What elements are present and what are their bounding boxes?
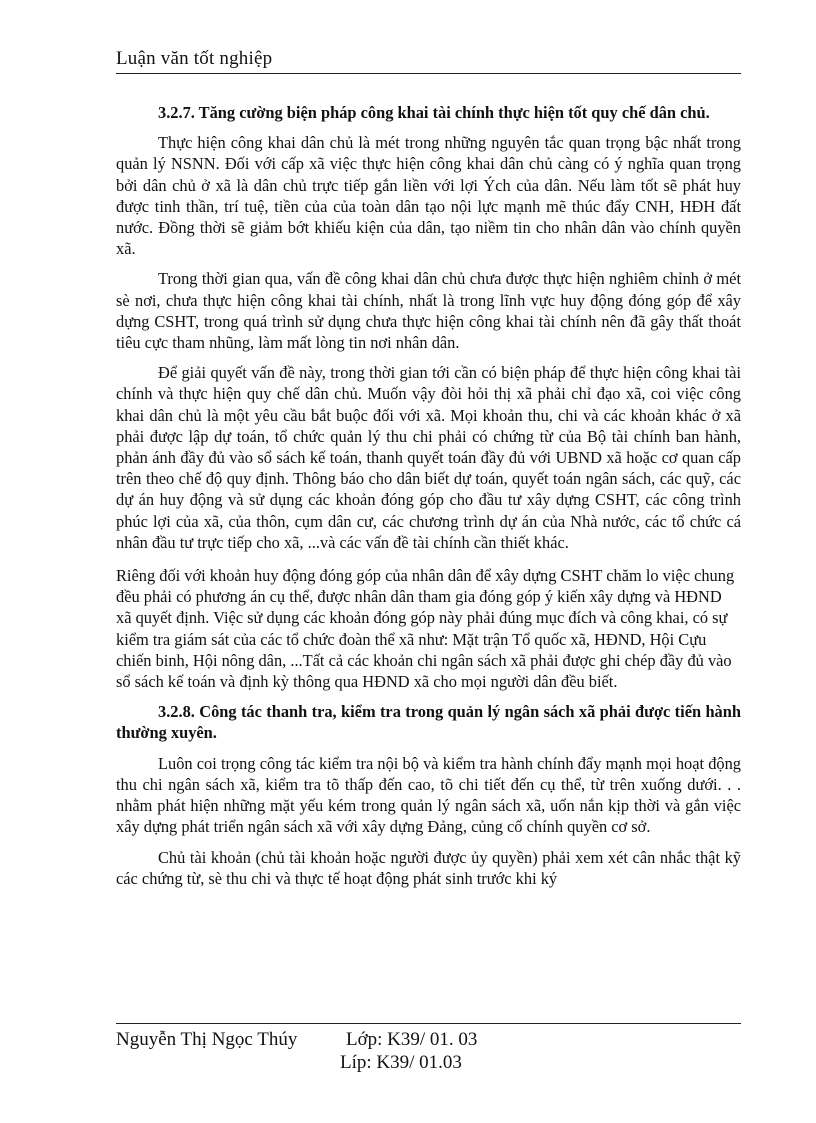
paragraph: Trong thời gian qua, vấn đề công khai dân chủ chưa được thực hiện nghiêm chỉnh ở mét sè nơi, chưa thực hiện công khai tài chính, nhất là trong lĩnh vực huy động đóng góp để xây dựng CSHT, trong quá trình sử dụng chưa thực hiện công khai tài chính nên đã gây thất thoát tiêu cực tham nhũng, làm mất lòng tin nơi nhân dân. <box>116 269 741 353</box>
class-label-alt: Líp: K39/ 01.03 <box>340 1052 462 1073</box>
paragraph: Luôn coi trọng công tác kiểm tra nội bộ và kiểm tra hành chính đẩy mạnh mọi hoạt động thu chi ngân sách xã, kiểm tra tõ thấp đến cao, tõ chi tiết đến cụ thể, từ trên xuống dưới. . . nhằm phát hiện những mặt yếu kém trong quản lý ngân sách xã, uốn nắn kịp thời và gắn việc xây dựng phát triển ngân sách xã với xây dựng Đảng, củng cố chính quyền cơ sở. <box>116 753 741 837</box>
paragraph-unindented: Riêng đối với khoản huy động đóng góp của nhân dân để xây dựng CSHT chăm lo việc chung đều phải có phương án cụ thể, được nhân dân tham gia đóng góp ý kiến xây dựng và HĐND xã quyết định. Việc sử dụng các khoản đóng góp này phải đúng mục đích và công khai, có sự kiểm tra giám sát của các tổ chức đoàn thể xã như: Mặt trận Tổ quốc xã, HĐND, Hội Cựu chiến binh, Hội nông dân, ...Tất cả các khoản chi ngân sách xã phải được ghi chép đầy đủ vào sổ sách kế toán và định kỳ thông qua HĐND xã cho mọi người dân đều biết. <box>116 566 735 692</box>
author-name: Nguyễn Thị Ngọc Thúy <box>116 1029 298 1050</box>
header-rule <box>116 73 741 74</box>
paragraph: Để giải quyết vấn đề này, trong thời gian tới cần có biện pháp để thực hiện công khai tài chính và thực hiện quy chế dân chủ. Muốn vậy đòi hỏi thị xã phải chỉ đạo xã, coi việc công khai dân chủ là một yêu cầu bắt buộc đối với xã. Mọi khoản thu, chi và các khoản khác ở xã phải được lập dự toán, tổ chức quản lý thu chi phải có chứng từ của Bộ tài chính ban hành, phản ánh đầy đủ vào sổ sách kế toán, thanh quyết toán đầy đủ với UBND xã hoặc cơ quan cấp trên theo chế độ quy định. Thông báo cho dân biết dự toán, quyết toán ngân sách, các quỹ, các dự án huy động và sử dụng các khoản đóng góp cho đầu tư xây dựng CSHT, các công trình phúc lợi của xã, của thôn, cụm dân cư, các chương trình dự án của Nhà nước, các tổ chức cá nhân đầu tư trực tiếp cho xã, ...và các vấn đề tài chính cần thiết khác. <box>116 363 741 552</box>
section-heading-3-2-8: 3.2.8. Công tác thanh tra, kiểm tra trong quản lý ngân sách xã phải được tiến hành thường xuyên. <box>116 702 741 743</box>
footer-rule <box>116 1023 741 1024</box>
section-heading-3-2-7: 3.2.7. Tăng cường biện pháp công khai tài chính thực hiện tốt quy chế dân chủ. <box>158 103 710 122</box>
footer-author-line <box>116 1029 477 1051</box>
class-label: Lớp: K39/ 01. 03 <box>346 1029 478 1050</box>
paragraph: Chủ tài khoản (chủ tài khoản hoặc người được ủy quyền) phải xem xét cân nhắc thật kỹ các chứng từ, sè thu chi và thực tế hoạt động phát sinh trước khi ký <box>116 847 741 888</box>
page-body <box>116 102 741 898</box>
paragraph: Thực hiện công khai dân chủ là mét trong những nguyên tắc quan trọng bậc nhất trong quản lý NSNN. Đối với cấp xã việc thực hiện công khai dân chủ càng có ý nghĩa quan trọng bởi dân chủ ở xã là dân chủ trực tiếp gắn liền với lợi Ých của dân. Nếu làm tốt sẽ phát huy được tinh thần, trí tuệ, tiền của của toàn dân tạo nội lực mạnh mẽ thúc đẩy CNH, HĐH đất nước. Đồng thời sẽ giảm bớt khiếu kiện của dân, tạo niềm tin cho nhân dân vào chính quyền xã. <box>116 133 741 259</box>
running-header: Luận văn tốt nghiệp <box>116 48 273 69</box>
